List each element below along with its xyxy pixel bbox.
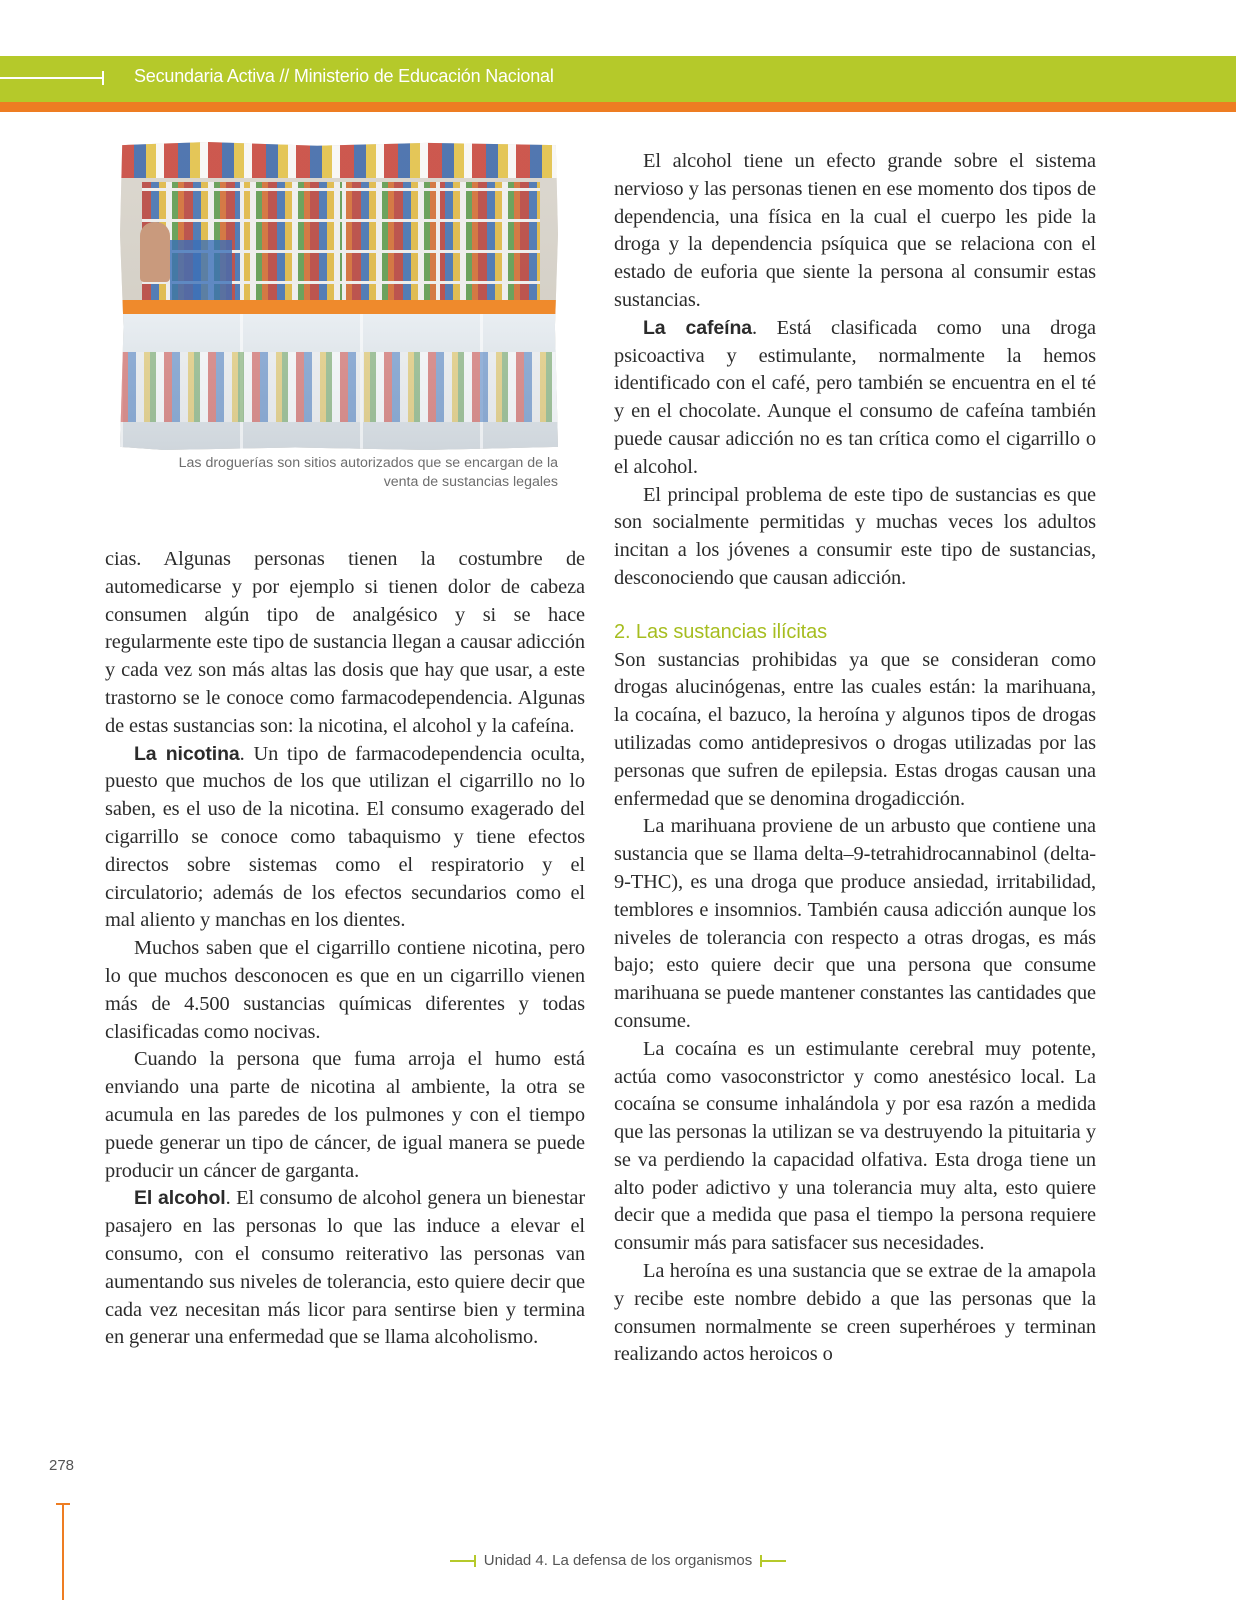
photo-shelf-divider xyxy=(240,182,244,312)
footer-left-rule xyxy=(450,1560,476,1562)
caption-line-1: Las droguerías son sitios autorizados que se encargan de la xyxy=(178,455,558,471)
unit-label: Unidad 4 xyxy=(483,1552,544,1569)
paragraph: La marihuana proviene de un arbusto que contiene una sustancia que se llama delta–9-tetrahidrocannabinol (delta-9-THC), es una droga que produce ansiedad, irritabilidad, temblores e insomnios. También causa adicción aunque los niveles de tolerancia con respecto a otras drogas, es más bajo; esto quiere decir que una persona que consume marihuana se puede mantener constantes las cantidades que consume. xyxy=(614,815,1096,1032)
paragraph: Muchos saben que el cigarrillo contiene nicotina, pero lo que muchos desconocen es que en un cigarrillo vienen más de 4.500 sustancias químicas diferentes y todas clasificadas como nocivas. xyxy=(105,937,585,1043)
paragraph: El principal problema de este tipo de sustancias es que son socialmente permitidas y muchas veces los adultos incitan a los jóvenes a consumir este tipo de sustancias, desconociendo que causan adicción. xyxy=(614,483,1096,589)
term-nicotina: La nicotina xyxy=(134,742,240,765)
photo-top-products xyxy=(120,142,558,178)
figure-caption xyxy=(120,454,558,492)
header-rule xyxy=(0,77,104,79)
right-column xyxy=(614,148,1096,1369)
header-title: Secundaria Activa // Ministerio de Educación Nacional xyxy=(134,66,554,86)
unit-title: . La defensa de los organismos xyxy=(543,1552,753,1569)
paragraph: El alcohol tiene un efecto grande sobre el sistema nervioso y las personas tienen en ese momento dos tipos de dependencia, una física en la cual el cuerpo les pide la droga y la dependencia psíquica que se relaciona con el estado de euforia que siente la persona al consumir estas sustancias. xyxy=(614,150,1096,311)
photo-counter-items xyxy=(120,352,558,422)
footer-unit-title xyxy=(0,1552,1236,1569)
paragraph: La heroína es una sustancia que se extrae de la amapola y recibe este nombre debido a que las personas que la consumen normalmente se creen superhéroes y terminan realizando actos heroicos o xyxy=(614,1260,1096,1366)
header-accent-stripe xyxy=(0,102,1236,112)
paragraph-text: . Está clasificada como una droga psicoactiva y estimulante, normalmente la hemos identificado con el café, pero también se encuentra en el té y en el chocolate. Aunque el consumo de cafeína también puede causar adicción no es tan crítica como el cigarrillo o el alcohol. xyxy=(614,316,1096,478)
term-alcohol: El alcohol xyxy=(134,1187,226,1210)
caption-line-2: venta de sustancias legales xyxy=(383,474,558,490)
photo-shelf-divider xyxy=(342,182,346,312)
photo-counter-edge xyxy=(120,300,558,314)
paragraph-cafeina xyxy=(614,315,1096,482)
footer-text xyxy=(484,1552,753,1569)
section-heading: 2. Las sustancias ilícitas xyxy=(614,620,828,643)
left-column xyxy=(105,546,585,1352)
paragraph-text: . Un tipo de farmacodependencia oculta, puesto que muchos de los que utilizan el cigarrillo no lo saben, es el uso de la nicotina. El consumo exagerado del cigarrillo se conoce como tabaquismo y tiene efectos directos sobre sistemas como el respiratorio y el circulatorio; además de los efectos secundarios como el mal aliento y manchas en los dientes. xyxy=(105,742,585,932)
paragraph: La cocaína es un estimulante cerebral muy potente, actúa como vasoconstrictor y como anestésico local. La cocaína se consume inhalándola y por esa razón a medida que las personas la utilizan se va destruyendo la pituitaria y se va perdiendo la capacidad olfativa. Esta droga tiene un alto poder adictivo y una tolerancia muy alta, esto quiere decir que a medida que pasa el tiempo la persona requiere consumir más para satisfacer sus necesidades. xyxy=(614,1037,1096,1255)
paragraph-nicotina xyxy=(105,741,585,936)
paragraph: cias. Algunas personas tienen la costumbre de automedicarse y por ejemplo si tienen dolor de cabeza consumen algún tipo de analgésico y si se hace regularmente este tipo de sustancia llegan a causar adicción y cada vez son más altas las dosis que hay que usar, a este trastorno se le conoce como farmacodependencia. Algunas de estas sustancias son: la nicotina, el alcohol y la cafeína. xyxy=(105,548,585,737)
paragraph-text: . El consumo de alcohol genera un bienestar pasajero en las personas lo que las induce a elevar el consumo, con el consumo reiterativo las personas van aumentando sus niveles de tolerancia, esto quiere decir que cada vez necesitan más licor para sentirse bien y termina en generar una enfermedad que se llama alcoholismo. xyxy=(105,1187,586,1349)
paragraph: Son sustancias prohibidas ya que se consideran como drogas alucinógenas, entre las cuales están: la marihuana, la cocaína, el bazuco, la heroína y algunos tipos de drogas utilizadas como antidepresivos o drogas utilizadas por las personas que sufren de epilepsia. Estas drogas causan una enfermedad que se denomina drogadicción. xyxy=(614,648,1096,810)
photo-shelf-divider xyxy=(436,182,440,312)
footer-right-rule xyxy=(760,1560,786,1562)
header-rule-tick xyxy=(102,71,104,85)
term-cafeina: La cafeína xyxy=(643,316,753,339)
pharmacy-photo xyxy=(120,142,558,450)
page-number: 278 xyxy=(49,1457,75,1474)
paragraph: Cuando la persona que fuma arroja el humo está enviando una parte de nicotina al ambiente, la otra se acumula en las paredes de los pulmones y con el tiempo puede generar un tipo de cáncer, de igual manera se puede producir un cáncer de garganta. xyxy=(105,1048,585,1182)
paragraph-alcohol xyxy=(105,1185,585,1352)
photo-pharmacist xyxy=(140,222,170,282)
